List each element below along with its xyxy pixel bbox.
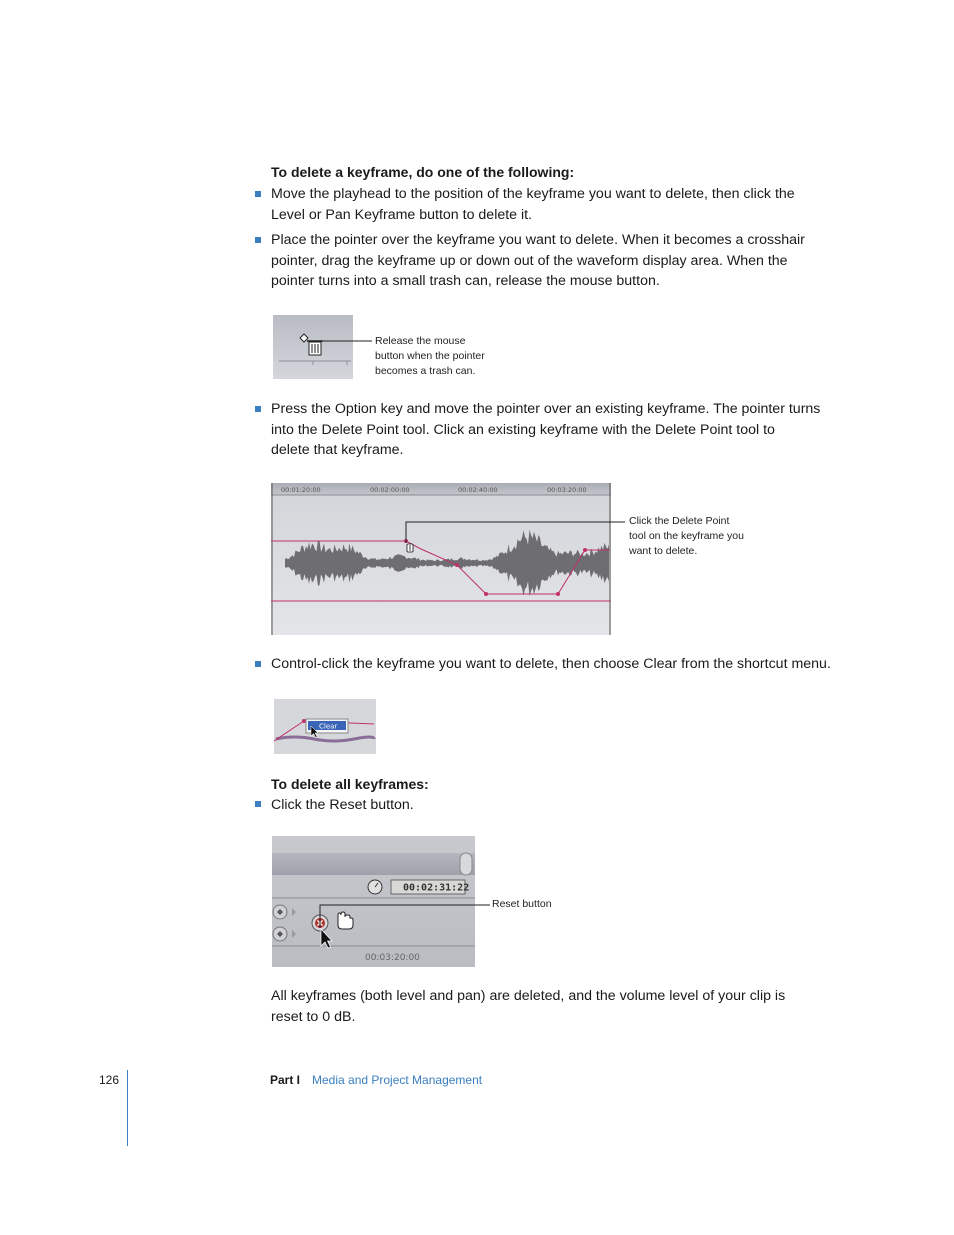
footer-part-label: Part I xyxy=(270,1073,301,1087)
section-heading-delete-keyframe: To delete a keyframe, do one of the following: xyxy=(271,164,575,180)
timeline-tick: 00:02:40:00 xyxy=(458,486,498,494)
timeline-tick: 00:03:20:00 xyxy=(547,486,587,494)
page-number: 126 xyxy=(99,1073,120,1087)
bullet-text-2: Place the pointer over the keyframe you want to delete. When it becomes a crosshair pointer, drag the keyframe up or down out of the waveform display area. When the pointer turns into a small trash can, release the mouse button. xyxy=(271,232,805,289)
bullet-marker xyxy=(255,661,261,667)
callout-reset-button: Reset button xyxy=(492,898,552,910)
footer-section-link[interactable]: Media and Project Management xyxy=(312,1073,483,1087)
bullet-marker xyxy=(255,801,261,807)
bullet-marker xyxy=(255,406,261,412)
bullet-marker xyxy=(255,237,261,243)
ruler-tick: 00:03:20:00 xyxy=(365,953,420,963)
menu-item-clear: Clear xyxy=(319,722,338,731)
bullet-text-4: Control-click the keyframe you want to delete, then choose Clear from the shortcut menu. xyxy=(271,656,831,672)
section-heading-delete-all: To delete all keyframes: xyxy=(271,776,429,792)
paragraph-result: All keyframes (both level and pan) are deleted, and the volume level of your clip is reset to 0 dB. xyxy=(271,988,786,1025)
waveform-screenshot xyxy=(271,483,611,635)
figure-shortcut-menu xyxy=(274,699,376,754)
timeline-tick: 00:01:20:00 xyxy=(281,486,321,494)
figure-reset-button xyxy=(272,836,475,967)
callout-delete-point: Click the Delete Point tool on the keyframe you want to delete. xyxy=(629,515,744,557)
trash-can-screenshot xyxy=(273,315,353,379)
timeline-tick: 00:02:00:00 xyxy=(370,486,410,494)
timer-icon xyxy=(368,880,382,894)
reset-button-screenshot xyxy=(272,836,475,967)
delete-point-pointer-icon xyxy=(407,544,413,552)
callout-trash-can: Release the mouse button when the pointer becomes a trash can. xyxy=(375,335,485,377)
figure-trash-can-pointer xyxy=(273,315,353,379)
bullet-text-1: Move the playhead to the position of the keyframe you want to delete, then click the Level or Pan Keyframe button to delete it. xyxy=(271,186,795,223)
bullet-text-3: Press the Option key and move the pointer over an existing keyframe. The pointer turns into the Delete Point tool. Click an existing keyframe with the Delete Point tool to delete that keyframe. xyxy=(271,401,821,458)
callout-leader-line xyxy=(405,519,627,544)
timecode-display: 00:02:31:22 xyxy=(403,882,470,894)
bullet-text-reset: Click the Reset button. xyxy=(271,797,414,813)
shortcut-menu-screenshot xyxy=(274,699,376,754)
figure-waveform-delete-point xyxy=(271,483,611,635)
callout-leader-line xyxy=(320,336,375,346)
footer-divider xyxy=(127,1070,128,1146)
bullet-marker xyxy=(255,191,261,197)
callout-leader-line xyxy=(319,903,491,929)
